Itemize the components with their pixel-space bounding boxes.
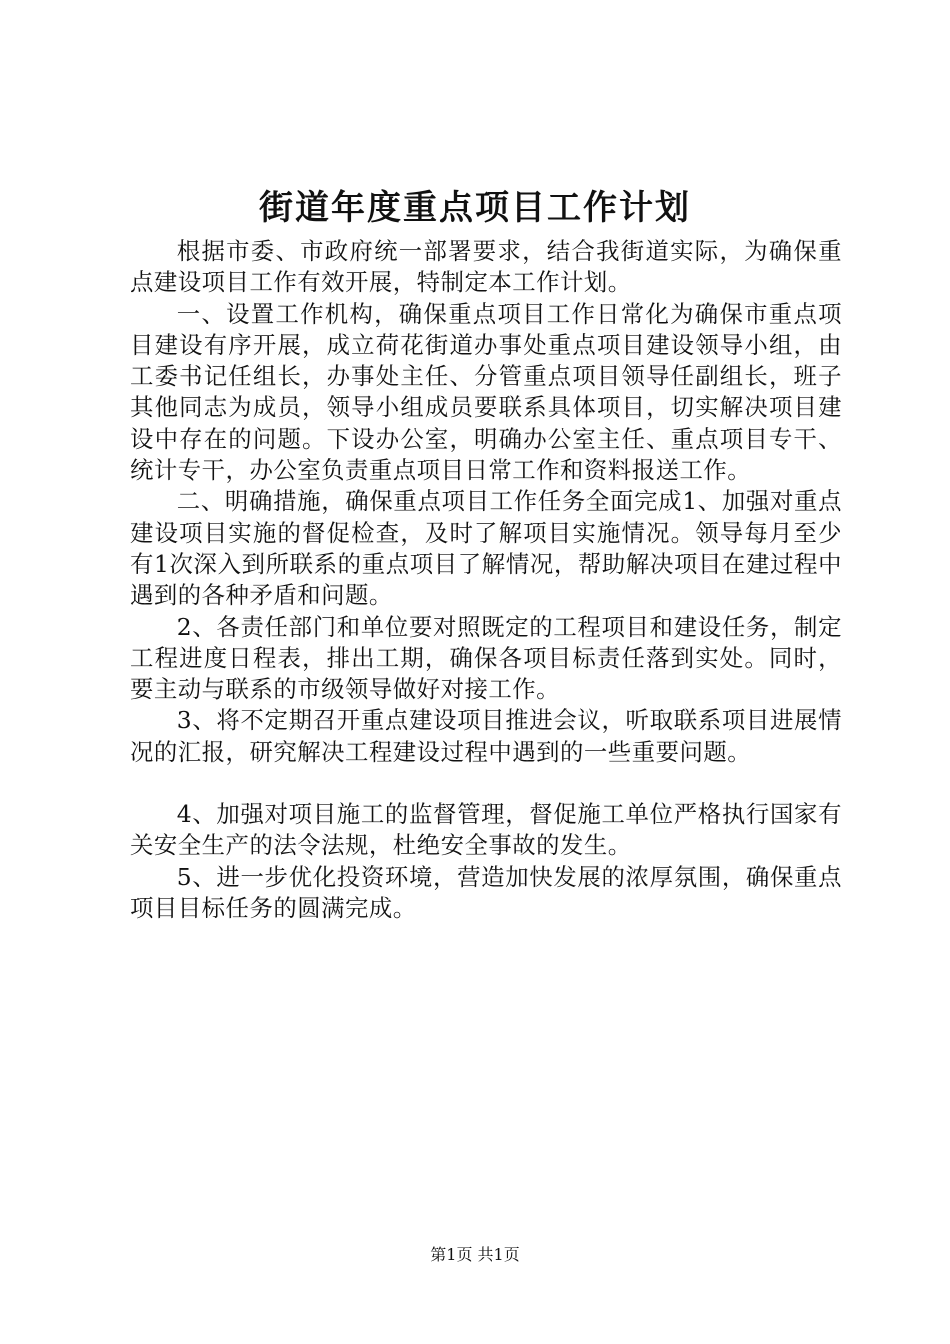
paragraph-item-2: 2、各责任部门和单位要对照既定的工程项目和建设任务，制定工程进度日程表，排出工期，确保各项目标责任落到实处。同时，要主动与联系的市级领导做好对接工作。 (130, 612, 842, 704)
document-title: 街道年度重点项目工作计划 (259, 188, 691, 228)
document-body (130, 236, 842, 924)
paragraph-item-3: 3、将不定期召开重点建设项目推进会议，听取联系项目进展情况的汇报，研究解决工程建设过程中遇到的一些重要问题。 (130, 706, 842, 766)
page-footer: 第1页 共1页 (430, 1245, 520, 1264)
paragraph-intro: 根据市委、市政府统一部署要求，结合我街道实际，为确保重点建设项目工作有效开展，特制定本工作计划。 (130, 237, 842, 297)
paragraph-item-4: 4、加强对项目施工的监督管理，督促施工单位严格执行国家有关安全生产的法令法规，杜绝安全事故的发生。 (130, 800, 842, 860)
paragraph-section-2: 二、明确措施，确保重点项目工作任务全面完成1、加强对重点建设项目实施的督促检查，及时了解项目实施情况。领导每月至少有1次深入到所联系的重点项目了解情况，帮助解决项目在建过程中遇到的各种矛盾和问题。 (130, 487, 842, 610)
paragraph-item-5: 5、进一步优化投资环境，营造加快发展的浓厚氛围，确保重点项目目标任务的圆满完成。 (130, 862, 842, 922)
paragraph-section-1: 一、设置工作机构，确保重点项目工作日常化为确保市重点项目建设有序开展，成立荷花街道办事处重点项目建设领导小组，由工委书记任组长，办事处主任、分管重点项目领导任副组长，班子其他同志为成员，领导小组成员要联系具体项目，切实解决项目建设中存在的问题。下设办公室，明确办公室主任、重点项目专干、统计专干，办公室负责重点项目日常工作和资料报送工作。 (130, 299, 842, 485)
